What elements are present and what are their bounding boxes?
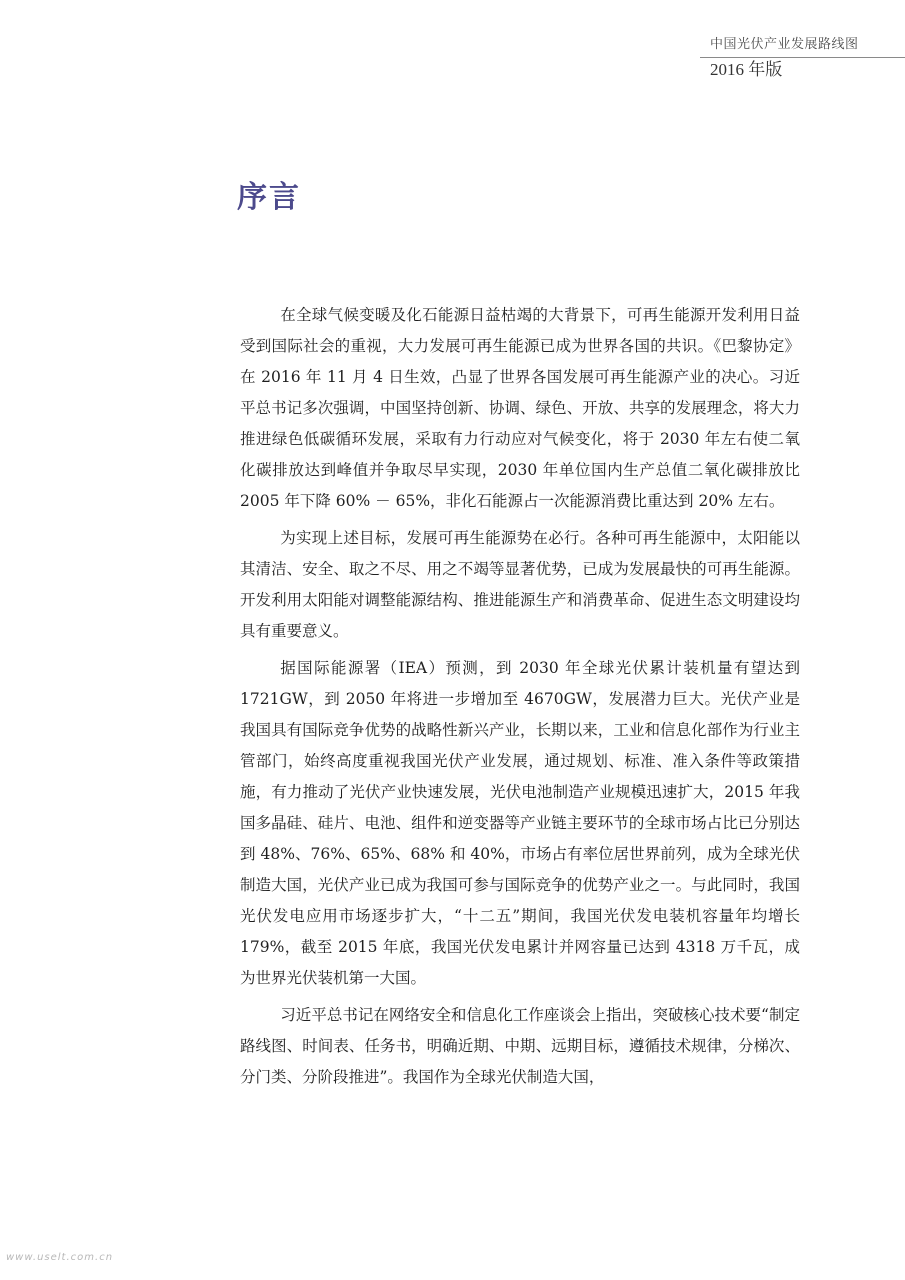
- paragraph-4: 习近平总书记在网络安全和信息化工作座谈会上指出，突破核心技术要“制定路线图、时间表、任务书，明确近期、中期、远期目标，遵循技术规律，分梯次、分门类、分阶段推进”。我国作为全球光伏制造大国，: [240, 1006, 800, 1086]
- running-header: [700, 36, 905, 81]
- header-divider: [700, 57, 905, 58]
- header-title: 中国光伏产业发展路线图: [710, 37, 859, 52]
- header-edition: 2016 年版: [710, 60, 783, 79]
- page-title: 序言: [237, 180, 301, 215]
- paragraph-3: 据国际能源署（IEA）预测，到 2030 年全球光伏累计装机量有望达到 1721GW，到 2050 年将进一步增加至 4670GW，发展潜力巨大。光伏产业是我国具有国际竞争优势的战略性新兴产业，长期以来，工业和信息化部作为行业主管部门，始终高度重视我国光伏产业发展，通过规划、标准、准入条件等政策措施，有力推动了光伏产业快速发展，光伏电池制造产业规模迅速扩大，2015 年我国多晶硅、硅片、电池、组件和逆变器等产业链主要环节的全球市场占比已分别达到 48%、76%、65%、68% 和 40%，市场占有率位居世界前列，成为全球光伏制造大国，光伏产业已成为我国可参与国际竞争的优势产业之一。与此同时，我国光伏发电应用市场逐步扩大，“十二五”期间，我国光伏发电装机容量年均增长 179%，截至 2015 年底，我国光伏发电累计并网容量已达到 4318 万千瓦，成为世界光伏装机第一大国。: [240, 659, 800, 987]
- body-text: [240, 300, 800, 1099]
- paragraph-2: 为实现上述目标，发展可再生能源势在必行。各种可再生能源中，太阳能以其清洁、安全、取之不尽、用之不竭等显著优势，已成为发展最快的可再生能源。开发利用太阳能对调整能源结构、推进能源生产和消费革命、促进生态文明建设均具有重要意义。: [240, 529, 800, 640]
- watermark: www.uselt.com.cn: [6, 1252, 114, 1263]
- paragraph-1: 在全球气候变暖及化石能源日益枯竭的大背景下，可再生能源开发利用日益受到国际社会的重视，大力发展可再生能源已成为世界各国的共识。《巴黎协定》在 2016 年 11 月 4 日生效，凸显了世界各国发展可再生能源产业的决心。习近平总书记多次强调，中国坚持创新、协调、绿色、开放、共享的发展理念，将大力推进绿色低碳循环发展，采取有力行动应对气候变化，将于 2030 年左右使二氧化碳排放达到峰值并争取尽早实现，2030 年单位国内生产总值二氧化碳排放比 2005 年下降 60% － 65%，非化石能源占一次能源消费比重达到 20% 左右。: [240, 306, 800, 510]
